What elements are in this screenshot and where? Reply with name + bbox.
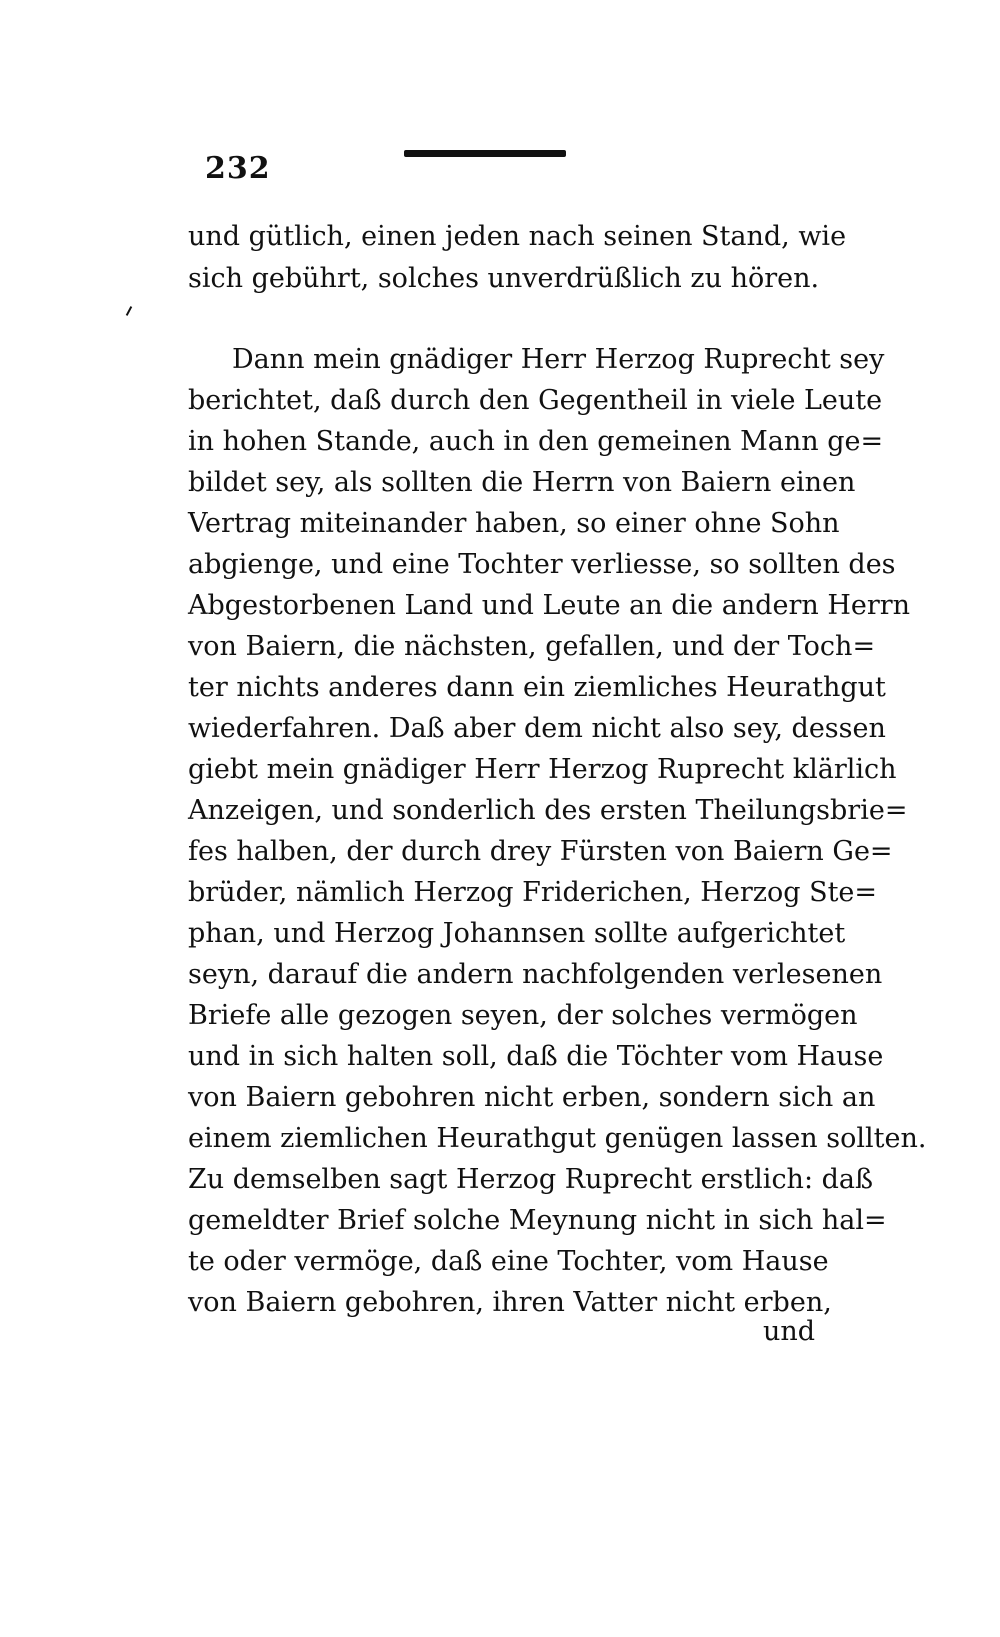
paragraph-2-line-20: einem ziemlichen Heurathgut genügen lassen sollten. (188, 1123, 927, 1154)
paragraph-2-line-3: in hohen Stande, auch in den gemeinen Mann ge= (188, 426, 884, 457)
paragraph-2-line-6: abgienge, und eine Tochter verliesse, so sollten des (188, 549, 896, 580)
paragraph-2-line-13: fes halben, der durch drey Fürsten von Baiern Ge= (188, 836, 893, 867)
paragraph-2-line-16: seyn, darauf die andern nachfolgenden verlesenen (188, 959, 883, 990)
paragraph-2-line-4: bildet sey, als sollten die Herrn von Baiern einen (188, 467, 856, 498)
paragraph-2-line-7: Abgestorbenen Land und Leute an die andern Herrn (188, 590, 911, 621)
paragraph-2-line-11: giebt mein gnädiger Herr Herzog Ruprecht klärlich (188, 754, 897, 785)
paragraph-2-line-21: Zu demselben sagt Herzog Ruprecht erstlich: daß (188, 1164, 874, 1195)
paragraph-2-line-9: ter nichts anderes dann ein ziemliches Heurathgut (188, 672, 886, 703)
catchword: und (762, 1316, 815, 1347)
paragraph-1-line-1: und gütlich, einen jeden nach seinen Stand, wie (188, 221, 847, 252)
paragraph-2-line-10: wiederfahren. Daß aber dem nicht also sey, dessen (188, 713, 886, 744)
paragraph-2-line-1: Dann mein gnädiger Herr Herzog Ruprecht sey (232, 344, 885, 375)
paragraph-2-line-18: und in sich halten soll, daß die Töchter vom Hause (188, 1041, 884, 1072)
paragraph-2-line-19: von Baiern gebohren nicht erben, sondern sich an (188, 1082, 876, 1113)
stray-ink-mark (126, 306, 132, 316)
paragraph-2-line-24: von Baiern gebohren, ihren Vatter nicht erben, (188, 1287, 832, 1318)
paragraph-2-line-23: te oder vermöge, daß eine Tochter, vom Hause (188, 1246, 829, 1277)
paragraph-2-line-17: Briefe alle gezogen seyen, der solches vermögen (188, 1000, 858, 1031)
paragraph-1-line-2: sich gebührt, solches unverdrüßlich zu hören. (188, 263, 820, 294)
paragraph-2-line-12: Anzeigen, und sonderlich des ersten Theilungsbrie= (188, 795, 908, 826)
page-number: 232 (205, 151, 271, 186)
paragraph-2-line-2: berichtet, daß durch den Gegentheil in viele Leute (188, 385, 883, 416)
paragraph-2-line-22: gemeldter Brief solche Meynung nicht in sich hal= (188, 1205, 887, 1236)
paragraph-2-line-14: brüder, nämlich Herzog Friderichen, Herzog Ste= (188, 877, 878, 908)
paragraph-2-line-5: Vertrag miteinander haben, so einer ohne Sohn (188, 508, 840, 539)
paragraph-2-line-15: phan, und Herzog Johannsen sollte aufgerichtet (188, 918, 846, 949)
header-rule (404, 150, 566, 157)
paragraph-2-line-8: von Baiern, die nächsten, gefallen, und der Toch= (188, 631, 876, 662)
